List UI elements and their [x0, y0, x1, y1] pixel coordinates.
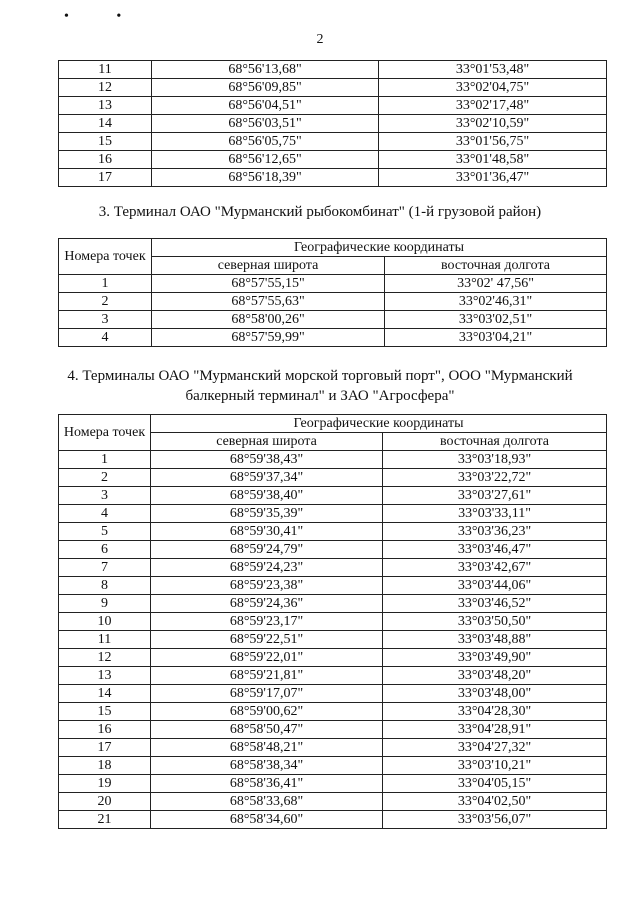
point-number: 1	[59, 451, 151, 469]
longitude-cell: 33°03'49,90"	[383, 649, 607, 667]
table-row	[59, 133, 607, 151]
longitude-cell: 33°03'56,07"	[383, 811, 607, 829]
longitude-cell: 33°03'46,47"	[383, 541, 607, 559]
point-number: 15	[59, 133, 152, 151]
latitude-cell: 68°58'48,21"	[151, 739, 383, 757]
longitude-cell: 33°01'56,75"	[379, 133, 607, 151]
table-row	[59, 115, 607, 133]
point-number: 17	[59, 739, 151, 757]
point-number: 14	[59, 685, 151, 703]
longitude-cell: 33°02'04,75"	[379, 79, 607, 97]
longitude-cell: 33°04'27,32"	[383, 739, 607, 757]
table-row	[59, 631, 607, 649]
longitude-cell: 33°01'36,47"	[379, 169, 607, 187]
points-header: Номера точек	[59, 415, 151, 451]
latitude-cell: 68°59'30,41"	[151, 523, 383, 541]
longitude-cell: 33°03'27,61"	[383, 487, 607, 505]
point-number: 2	[59, 293, 152, 311]
table-row	[59, 505, 607, 523]
table-row	[59, 703, 607, 721]
point-number: 6	[59, 541, 151, 559]
longitude-cell: 33°02'10,59"	[379, 115, 607, 133]
point-number: 7	[59, 559, 151, 577]
coords-header: Географические координаты	[152, 239, 607, 257]
table-row	[59, 649, 607, 667]
longitude-cell: 33°03'33,11"	[383, 505, 607, 523]
point-number: 15	[59, 703, 151, 721]
table-row	[59, 577, 607, 595]
table-row	[59, 79, 607, 97]
point-number: 13	[59, 97, 152, 115]
latitude-cell: 68°59'23,17"	[151, 613, 383, 631]
longitude-cell: 33°03'36,23"	[383, 523, 607, 541]
longitude-cell: 33°04'28,91"	[383, 721, 607, 739]
latitude-cell: 68°59'22,51"	[151, 631, 383, 649]
longitude-cell: 33°04'02,50"	[383, 793, 607, 811]
table-row	[59, 793, 607, 811]
latitude-cell: 68°59'37,34"	[151, 469, 383, 487]
section-4-title	[60, 366, 580, 406]
lon-header: восточная долгота	[385, 257, 607, 275]
latitude-cell: 68°57'55,63"	[152, 293, 385, 311]
table-row	[59, 97, 607, 115]
longitude-cell: 33°03'02,51"	[385, 311, 607, 329]
points-header: Номера точек	[59, 239, 152, 275]
point-number: 12	[59, 649, 151, 667]
latitude-cell: 68°56'18,39"	[152, 169, 379, 187]
longitude-cell: 33°02' 47,56"	[385, 275, 607, 293]
point-number: 3	[59, 311, 152, 329]
coords-table-continued-body	[59, 61, 607, 187]
point-number: 2	[59, 469, 151, 487]
latitude-cell: 68°59'17,07"	[151, 685, 383, 703]
latitude-cell: 68°56'04,51"	[152, 97, 379, 115]
longitude-cell: 33°02'17,48"	[379, 97, 607, 115]
table-row	[59, 559, 607, 577]
latitude-cell: 68°56'12,65"	[152, 151, 379, 169]
latitude-cell: 68°59'23,38"	[151, 577, 383, 595]
longitude-cell: 33°04'28,30"	[383, 703, 607, 721]
section-4-table-body	[59, 451, 607, 829]
longitude-cell: 33°03'42,67"	[383, 559, 607, 577]
longitude-cell: 33°03'50,50"	[383, 613, 607, 631]
point-number: 12	[59, 79, 152, 97]
longitude-cell: 33°03'44,06"	[383, 577, 607, 595]
point-number: 11	[59, 631, 151, 649]
point-number: 17	[59, 169, 152, 187]
scan-dots: • •	[64, 9, 144, 24]
table-row	[59, 595, 607, 613]
latitude-cell: 68°59'24,36"	[151, 595, 383, 613]
point-number: 16	[59, 151, 152, 169]
point-number: 4	[59, 505, 151, 523]
table-row	[59, 61, 607, 79]
longitude-cell: 33°03'48,00"	[383, 685, 607, 703]
table-row	[59, 451, 607, 469]
lat-header: северная широта	[151, 433, 383, 451]
latitude-cell: 68°59'35,39"	[151, 505, 383, 523]
longitude-cell: 33°03'04,21"	[385, 329, 607, 347]
longitude-cell: 33°01'53,48"	[379, 61, 607, 79]
section-4-table	[58, 414, 607, 829]
longitude-cell: 33°02'46,31"	[385, 293, 607, 311]
latitude-cell: 68°56'05,75"	[152, 133, 379, 151]
table-row	[59, 311, 607, 329]
table-row	[59, 487, 607, 505]
table-row	[59, 613, 607, 631]
latitude-cell: 68°56'13,68"	[152, 61, 379, 79]
longitude-cell: 33°03'48,88"	[383, 631, 607, 649]
latitude-cell: 68°58'50,47"	[151, 721, 383, 739]
latitude-cell: 68°59'24,23"	[151, 559, 383, 577]
section-3-table-body	[59, 275, 607, 347]
table-row	[59, 739, 607, 757]
section-3-table	[58, 238, 607, 347]
section-3-title: 3. Терминал ОАО "Мурманский рыбокомбинат" (1-й грузовой район)	[98, 204, 542, 220]
section-4-title-line-1: 4. Терминалы ОАО "Мурманский морской торговый порт", ООО "Мурманский	[67, 368, 573, 384]
point-number: 8	[59, 577, 151, 595]
table-row	[59, 685, 607, 703]
point-number: 11	[59, 61, 152, 79]
point-number: 14	[59, 115, 152, 133]
point-number: 19	[59, 775, 151, 793]
point-number: 13	[59, 667, 151, 685]
coords-header: Географические координаты	[151, 415, 607, 433]
longitude-cell: 33°01'48,58"	[379, 151, 607, 169]
latitude-cell: 68°59'38,40"	[151, 487, 383, 505]
point-number: 4	[59, 329, 152, 347]
longitude-cell: 33°04'05,15"	[383, 775, 607, 793]
lon-header: восточная долгота	[383, 433, 607, 451]
table-row	[59, 169, 607, 187]
table-row	[59, 275, 607, 293]
table-row	[59, 757, 607, 775]
table-row	[59, 293, 607, 311]
longitude-cell: 33°03'22,72"	[383, 469, 607, 487]
point-number: 9	[59, 595, 151, 613]
latitude-cell: 68°58'34,60"	[151, 811, 383, 829]
lat-header: северная широта	[152, 257, 385, 275]
point-number: 1	[59, 275, 152, 293]
table-row	[59, 469, 607, 487]
point-number: 3	[59, 487, 151, 505]
latitude-cell: 68°59'38,43"	[151, 451, 383, 469]
point-number: 16	[59, 721, 151, 739]
longitude-cell: 33°03'18,93"	[383, 451, 607, 469]
latitude-cell: 68°56'03,51"	[152, 115, 379, 133]
latitude-cell: 68°56'09,85"	[152, 79, 379, 97]
latitude-cell: 68°57'55,15"	[152, 275, 385, 293]
table-row	[59, 721, 607, 739]
table-row	[59, 151, 607, 169]
point-number: 5	[59, 523, 151, 541]
latitude-cell: 68°59'22,01"	[151, 649, 383, 667]
longitude-cell: 33°03'10,21"	[383, 757, 607, 775]
table-row	[59, 667, 607, 685]
page-number: 2	[316, 32, 324, 47]
coords-table-continued	[58, 60, 607, 187]
latitude-cell: 68°58'36,41"	[151, 775, 383, 793]
point-number: 18	[59, 757, 151, 775]
table-row	[59, 775, 607, 793]
longitude-cell: 33°03'48,20"	[383, 667, 607, 685]
table-row	[59, 811, 607, 829]
latitude-cell: 68°57'59,99"	[152, 329, 385, 347]
section-4-title-line-2: балкерный терминал" и ЗАО "Агросфера"	[185, 388, 455, 404]
longitude-cell: 33°03'46,52"	[383, 595, 607, 613]
latitude-cell: 68°59'21,81"	[151, 667, 383, 685]
latitude-cell: 68°58'00,26"	[152, 311, 385, 329]
table-row	[59, 523, 607, 541]
latitude-cell: 68°59'00,62"	[151, 703, 383, 721]
latitude-cell: 68°59'24,79"	[151, 541, 383, 559]
table-row	[59, 329, 607, 347]
point-number: 20	[59, 793, 151, 811]
table-row	[59, 541, 607, 559]
point-number: 10	[59, 613, 151, 631]
latitude-cell: 68°58'38,34"	[151, 757, 383, 775]
latitude-cell: 68°58'33,68"	[151, 793, 383, 811]
point-number: 21	[59, 811, 151, 829]
